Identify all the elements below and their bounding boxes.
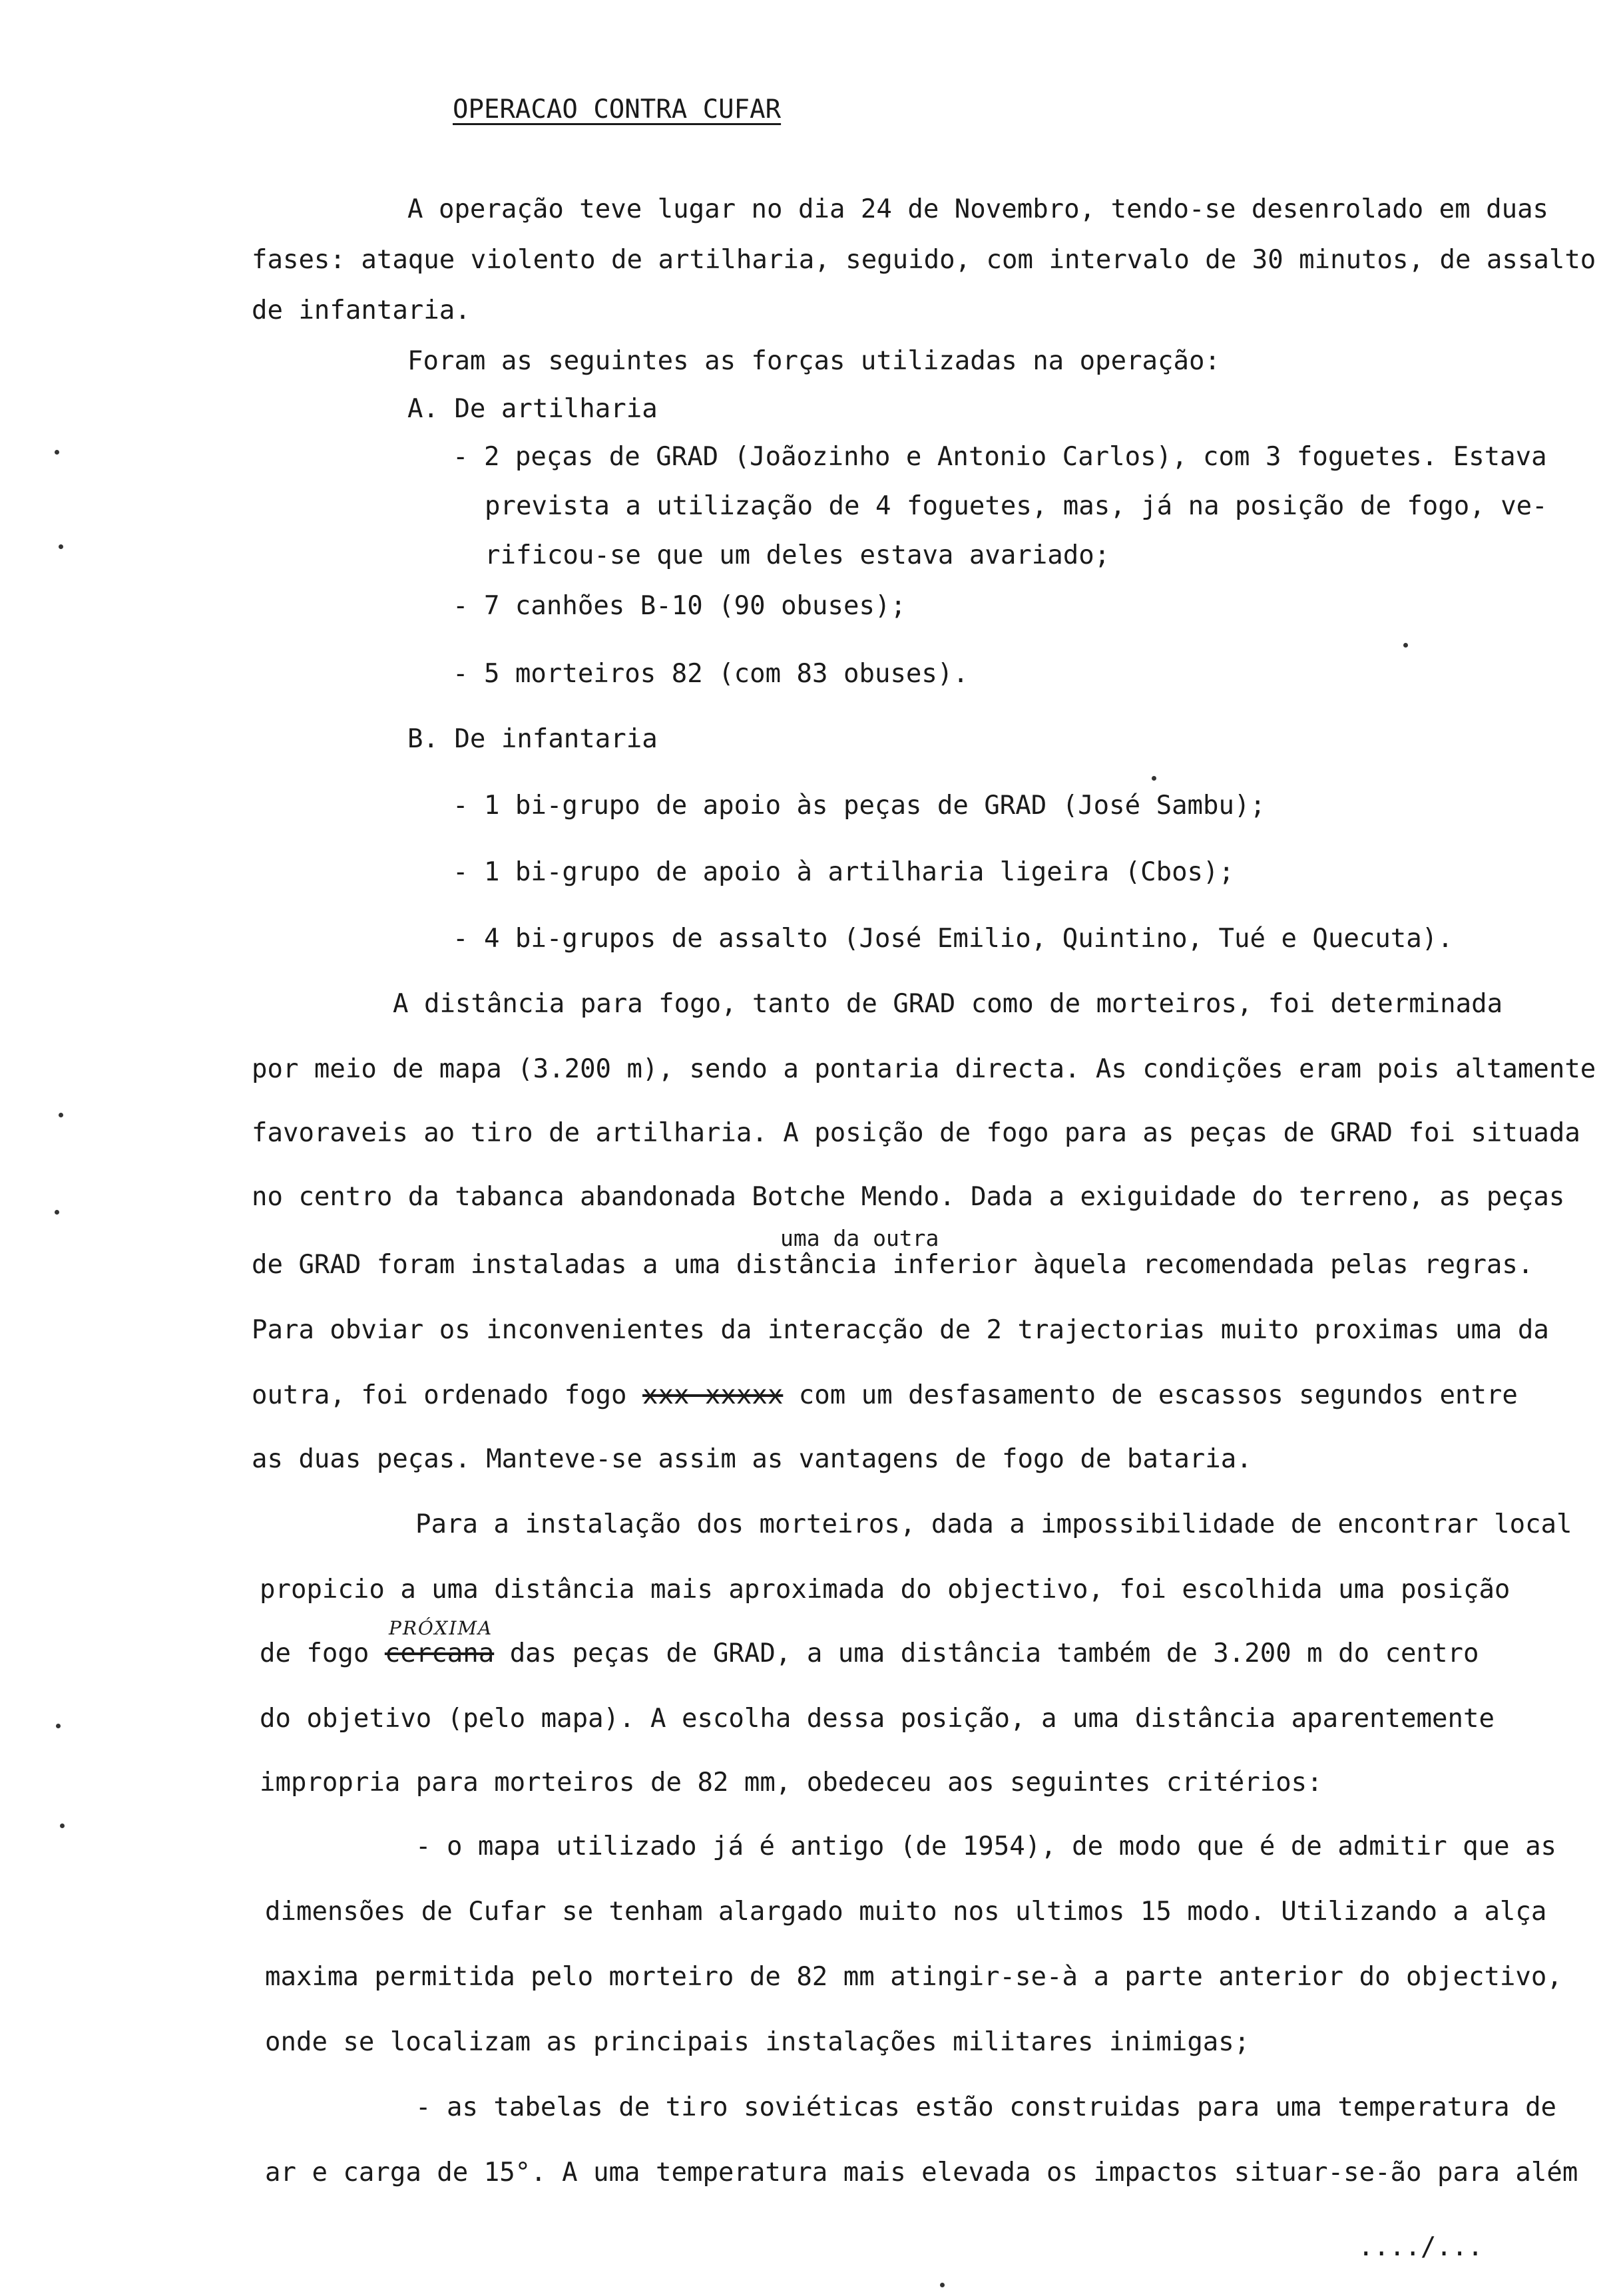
paragraph-line: favoraveis ao tiro de artilharia. A posição de fogo para as peças de GRAD foi situada [252, 1118, 1580, 1148]
scan-speck [1152, 776, 1156, 781]
handwritten-correction: PRÓXIMA [389, 1617, 493, 1639]
paragraph-line: Foram as seguintes as forças utilizadas na operação: [407, 346, 1220, 376]
line-text: outra, foi ordenado fogo [252, 1380, 642, 1410]
scan-speck [1403, 643, 1408, 648]
paragraph-line: Para obviar os inconvenientes da interacção de 2 trajectorias muito proximas uma da [252, 1315, 1549, 1345]
typed-insertion: uma da outra [780, 1225, 939, 1251]
paragraph-line: as duas peças. Manteve-se assim as vantagens de fogo de bataria. [252, 1444, 1252, 1474]
paragraph-line: por meio de mapa (3.200 m), sendo a pontaria directa. As condições eram pois altamente [252, 1054, 1596, 1084]
line-text: com um desfasamento de escassos segundos entre [783, 1380, 1518, 1410]
paragraph-line: no centro da tabanca abandonada Botche Mendo. Dada a exiguidade do terreno, as peças [252, 1182, 1565, 1212]
list-item: - 1 bi-grupo de apoio à artilharia ligeira (Cbos); [453, 857, 1234, 887]
struck-out-text: xxx xxxxx [642, 1380, 784, 1410]
section-heading: A. De artilharia [407, 394, 658, 424]
list-item: - 4 bi-grupos de assalto (José Emilio, Quintino, Tué e Quecuta). [453, 924, 1453, 954]
paragraph-line: onde se localizam as principais instalações militares inimigas; [265, 2027, 1250, 2057]
list-item: - 7 canhões B-10 (90 obuses); [453, 591, 906, 621]
scan-speck [59, 1113, 63, 1117]
scan-speck [940, 2283, 945, 2287]
paragraph-line: ar e carga de 15°. A uma temperatura mais elevada os impactos situar-se-ão para além [265, 2158, 1578, 2188]
document-title: OPERACAO CONTRA CUFAR [453, 95, 782, 124]
list-item: - 5 morteiros 82 (com 83 obuses). [453, 659, 969, 689]
struck-out-text: cercana [384, 1638, 495, 1668]
paragraph-line: propicio a uma distância mais aproximada do objectivo, foi escolhida uma posição [260, 1575, 1510, 1605]
paragraph-line: do objetivo (pelo mapa). A escolha dessa posição, a uma distância aparentemente [260, 1704, 1495, 1734]
scan-speck [59, 544, 63, 549]
paragraph-line: A distância para fogo, tanto de GRAD como de morteiros, foi determinada [393, 989, 1503, 1019]
paragraph-line: A operação teve lugar no dia 24 de Novembro, tendo-se desenrolado em duas [407, 194, 1549, 224]
list-item-continuation: prevista a utilização de 4 foguetes, mas, já na posição de fogo, ve- [485, 491, 1548, 521]
paragraph-line: de infantaria. [252, 295, 471, 325]
list-item: - 2 peças de GRAD (Joãozinho e Antonio Carlos), com 3 foguetes. Estava [453, 442, 1547, 472]
paragraph-line: - as tabelas de tiro soviéticas estão construidas para uma temperatura de [415, 2092, 1557, 2122]
list-item-continuation: rificou-se que um deles estava avariado; [485, 540, 1110, 570]
line-text: das peças de GRAD, a uma distância também de 3.200 m do centro [494, 1638, 1479, 1668]
paragraph-line: impropria para morteiros de 82 mm, obedeceu aos seguintes critérios: [260, 1768, 1323, 1798]
paragraph-line: de GRAD foram instaladas a uma distância inferior àquela recomendada pelas regras. [252, 1250, 1534, 1280]
line-text: de fogo [260, 1638, 385, 1668]
paragraph-line: dimensões de Cufar se tenham alargado muito nos ultimos 15 modo. Utilizando a alça [265, 1897, 1547, 1927]
scan-speck [55, 1210, 59, 1215]
scan-speck [60, 1823, 65, 1828]
paragraph-line: - o mapa utilizado já é antigo (de 1954), de modo que é de admitir que as [415, 1831, 1557, 1861]
continuation-marker: ..../... [1358, 2232, 1483, 2262]
paragraph-line [260, 1638, 1479, 1669]
list-item: - 1 bi-grupo de apoio às peças de GRAD (José Sambu); [453, 791, 1266, 821]
scan-speck [56, 1724, 61, 1728]
paragraph-line: maxima permitida pelo morteiro de 82 mm atingir-se-à a parte anterior do objectivo, [265, 1962, 1562, 1992]
section-heading: B. De infantaria [407, 724, 658, 754]
paragraph-line: fases: ataque violento de artilharia, seguido, com intervalo de 30 minutos, de assalto [252, 245, 1596, 275]
paragraph-line: Para a instalação dos morteiros, dada a impossibilidade de encontrar local [415, 1509, 1572, 1539]
scan-speck [55, 450, 59, 455]
paragraph-line [252, 1380, 1518, 1411]
